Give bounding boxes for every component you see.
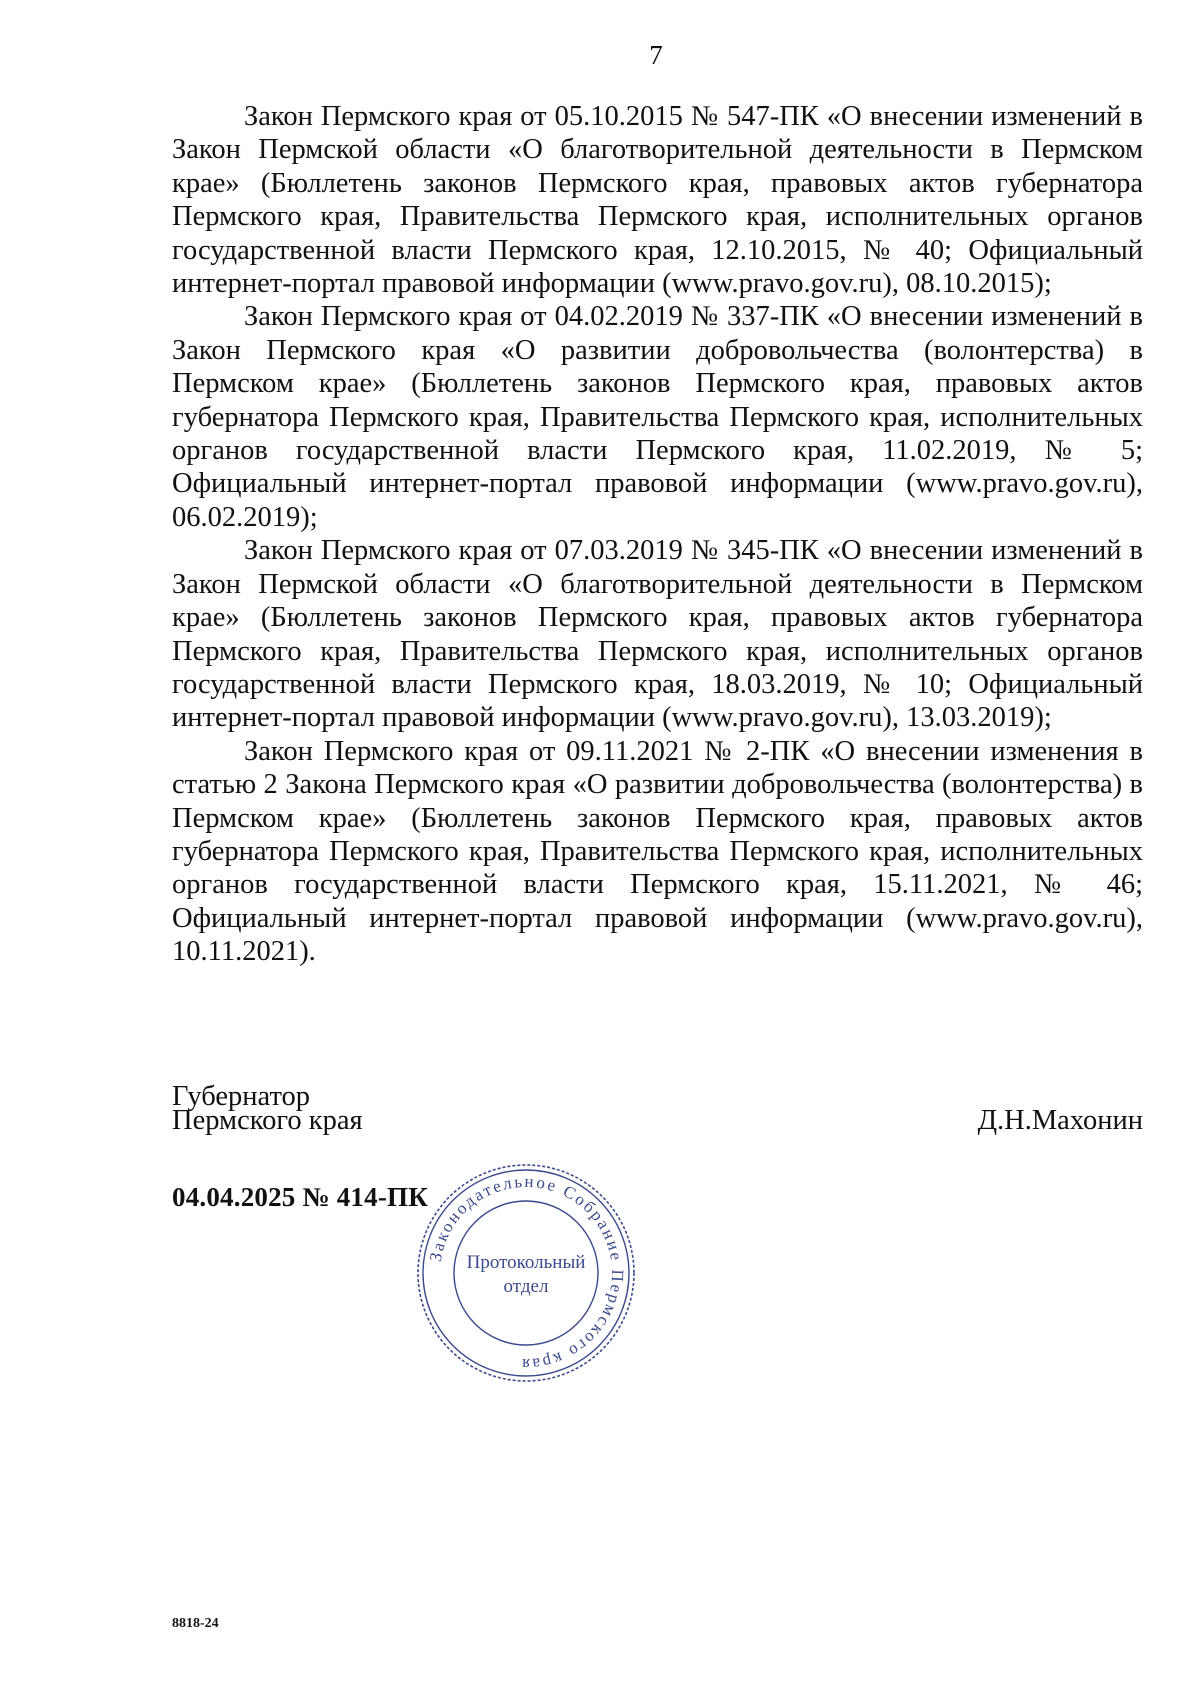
document-body: [172, 100, 1143, 969]
page-number: 7: [649, 40, 663, 70]
signatory-title-line1: Губернатор: [172, 1081, 311, 1112]
act-date-number: 04.04.2025 № 414-ПК: [172, 1182, 429, 1212]
law-paragraph-4: Закон Пермского края от 09.11.2021 № 2-ПК «О внесении изменения в статью 2 Закона Пермского края «О развитии добровольчества (волонтерства) в Пермском крае» (Бюллетень законов Пермского края, правовых актов губернатора Пермского края, Правительства Пермского края, исполнительных органов государственной власти Пермского края, 15.11.2021, № 46; Официальный интернет-портал правовой информации (www.pravo.gov.ru), 10.11.2021).: [172, 735, 1143, 968]
signature-block: [172, 1081, 1143, 1136]
stamp-center-line1: Протокольный: [466, 1252, 586, 1273]
signatory-name: Д.Н.Махонин: [977, 1105, 1143, 1136]
law-paragraph-2: Закон Пермского края от 04.02.2019 № 337-ПК «О внесении изменений в Закон Пермского края «О развитии добровольчества (волонтерства) в Пермском крае» (Бюллетень законов Пермского края, правовых актов губернатора Пермского края, Правительства Пермского края, исполнительных органов государственной власти Пермского края, 11.02.2019, № 5; Официальный интернет-портал правовой информации (www.pravo.gov.ru), 06.02.2019);: [172, 301, 1143, 533]
official-stamp: [412, 1160, 640, 1386]
law-paragraph-1: Закон Пермского края от 05.10.2015 № 547-ПК «О внесении изменений в Закон Пермской области «О благотворительной деятельности в Пермском крае» (Бюллетень законов Пермского края, правовых актов губернатора Пермского края, Правительства Пермского края, исполнительных органов государственной власти Пермского края, 12.10.2015, № 40; Официальный интернет-портал правовой информации (www.pravo.gov.ru), 08.10.2015);: [172, 101, 1143, 300]
stamp-ring-text: Законодательное Собрание Пермского края: [425, 1171, 628, 1375]
stamp-center-line2: отдел: [503, 1276, 549, 1297]
signatory-title-line2: Пермского края: [172, 1105, 363, 1136]
footer-code: 8818-24: [172, 1616, 219, 1631]
law-paragraph-3: Закон Пермского края от 07.03.2019 № 345-ПК «О внесении изменений в Закон Пермской области «О благотворительной деятельности в Пермском крае» (Бюллетень законов Пермского края, правовых актов губернатора Пермского края, Правительства Пермского края, исполнительных органов государственной власти Пермского края, 18.03.2019, № 10; Официальный интернет-портал правовой информации (www.pravo.gov.ru), 13.03.2019);: [172, 535, 1143, 734]
